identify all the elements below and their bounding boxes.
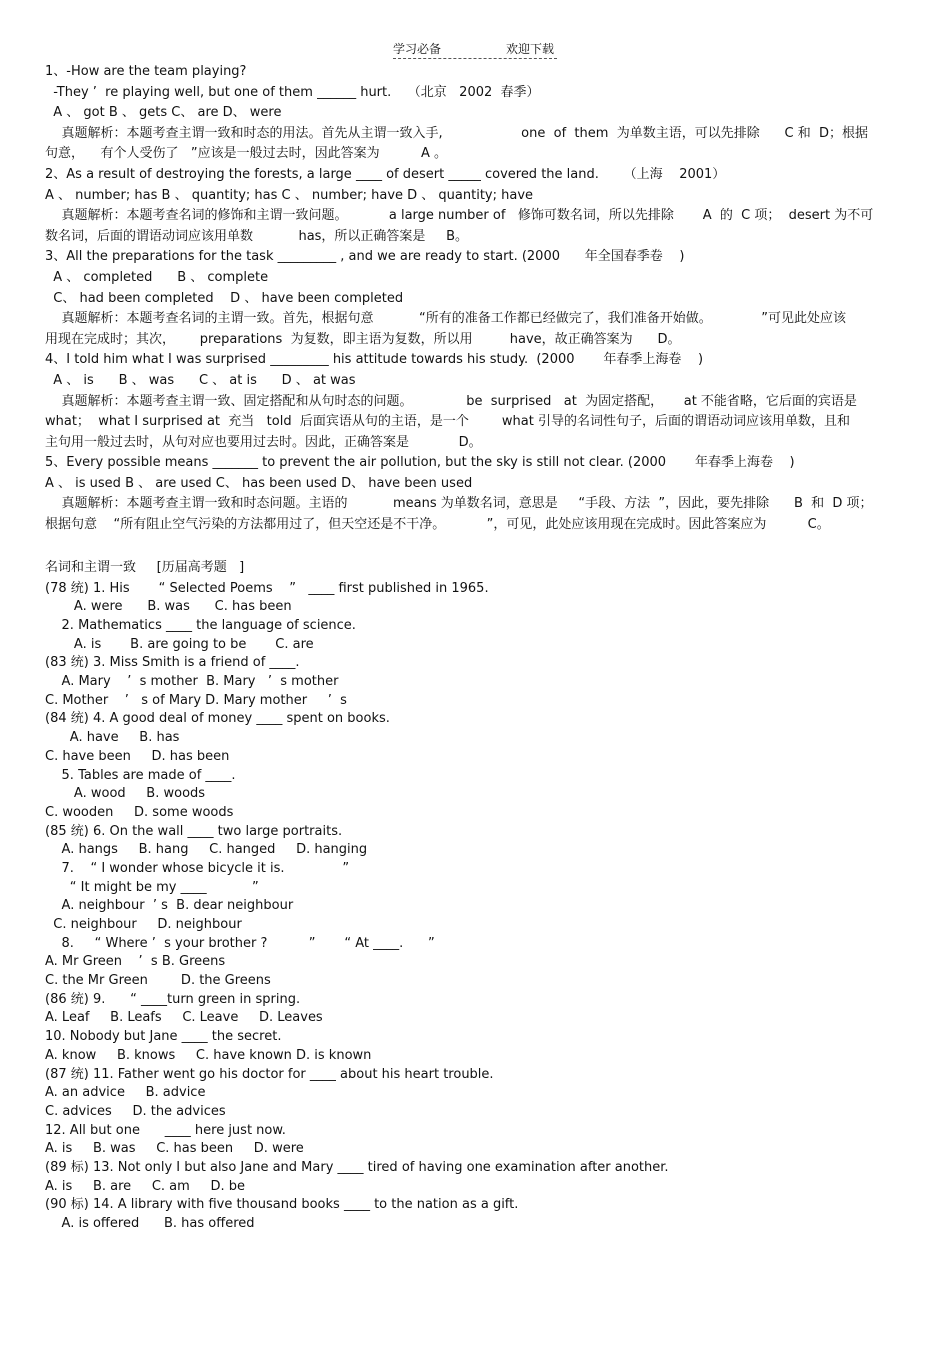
- text-line: 5、Every possible means _______ to prevent the air pollution, but the sky is still not clear. (2000 年春季上海卷 ): [45, 455, 795, 471]
- text-line: 10. Nobody but Jane ____ the secret.: [45, 1029, 282, 1045]
- header-left-text: 学习必备: [393, 42, 442, 56]
- exam-questions-section: [45, 62, 903, 536]
- text-line: (89 标) 13. Not only I but also Jane and Mary ____ tired of having one examination after another.: [45, 1159, 669, 1175]
- text-line: A 、 number; has B 、 quantity; has C 、 number; have D 、 quantity; have: [45, 187, 534, 203]
- past-exam-questions-section: [45, 580, 903, 1234]
- text-line: 7. “ I wonder whose bicycle it is. ”: [45, 860, 350, 876]
- text-line: 真题解析：本题考查主谓一致、固定搭配和从句时态的问题。 be surprised at 为固定搭配， at 不能省略，它后面的宾语是: [45, 393, 857, 409]
- text-line: 12. All but one ____ here just now.: [45, 1122, 286, 1138]
- text-line: 真题解析：本题考查名词的主谓一致。首先，根据句意 “所有的准备工作都已经做完了，我们准备开始做。 ”可见此处应该: [45, 311, 847, 327]
- text-line: A. hangs B. hang C. hanged D. hanging: [45, 842, 368, 858]
- text-line: A. is B. was C. has been D. were: [45, 1141, 304, 1157]
- text-line: (87 统) 11. Father went go his doctor for ____ about his heart trouble.: [45, 1066, 494, 1082]
- text-line: 5. Tables are made of ____.: [45, 767, 236, 783]
- text-line: A 、 is B 、 was C 、 at is D 、 at was: [45, 372, 356, 388]
- text-line: A. were B. was C. has been: [45, 599, 292, 615]
- text-line: A. wood B. woods: [45, 786, 206, 802]
- section-spacer: [45, 536, 903, 556]
- document-body: [45, 62, 903, 1234]
- text-line: 句意， 有个人受伤了 ”应该是一般过去时，因此答案为 A 。: [45, 146, 448, 162]
- text-line: 真题解析：本题考查主谓一致和时态问题。主语的 means 为单数名词，意思是 “手段、方法 ”，因此，要先排除 B 和 D 项；: [45, 496, 873, 512]
- text-line: C. have been D. has been: [45, 748, 230, 764]
- text-line: A 、 completed B 、 complete: [45, 269, 269, 285]
- text-line: 真题解析：本题考查主谓一致和时态的用法。首先从主谓一致入手, one of them 为单数主语，可以先排除 C 和 D；根据: [45, 125, 868, 141]
- text-line: 2、As a result of destroying the forests, a large ____ of desert _____ covered the land. （上海 2001）: [45, 166, 726, 182]
- page-header: [393, 40, 557, 59]
- text-line: A 、 got B 、 gets C、 are D、 were: [45, 105, 282, 121]
- text-line: C. wooden D. some woods: [45, 804, 234, 820]
- text-line: C、 had been completed D 、 have been completed: [45, 290, 404, 306]
- text-line: A 、 is used B 、 are used C、 has been used D、 have been used: [45, 475, 473, 491]
- text-line: 主句用一般过去时，从句对应也要用过去时。因此，正确答案是 D。: [45, 434, 482, 450]
- text-line: C. Mother ’ s of Mary D. Mary mother ’ s: [45, 692, 347, 708]
- text-line: 8. “ Where ’ s your brother ? ” “ At ____. ”: [45, 935, 435, 951]
- section-title: 名词和主谓一致 [历届高考题 ]: [45, 559, 245, 575]
- text-line: -They ’ re playing well, but one of them ______ hurt. （北京 2002 春季）: [45, 84, 540, 100]
- text-line: 数名词，后面的谓语动词应该用单数 has，所以正确答案是 B。: [45, 228, 469, 244]
- text-line: A. neighbour ’ s B. dear neighbour: [45, 898, 294, 914]
- text-line: A. is B. are C. am D. be: [45, 1178, 246, 1194]
- text-line: A. is B. are going to be C. are: [45, 636, 314, 652]
- text-line: 4、I told him what I was surprised _________ his attitude towards his study. (2000 年春季上海卷 ): [45, 352, 704, 368]
- text-line: A. is offered B. has offered: [45, 1216, 255, 1232]
- text-line: C. the Mr Green D. the Greens: [45, 973, 271, 989]
- text-line: (86 统) 9. “ ____turn green in spring.: [45, 991, 301, 1007]
- text-line: “ It might be my ____ ”: [45, 879, 259, 895]
- text-line: A. Leaf B. Leafs C. Leave D. Leaves: [45, 1010, 323, 1026]
- text-line: (83 统) 3. Miss Smith is a friend of ____.: [45, 655, 300, 671]
- text-line: (85 统) 6. On the wall ____ two large portraits.: [45, 823, 343, 839]
- text-line: (84 统) 4. A good deal of money ____ spent on books.: [45, 711, 390, 727]
- header-right-text: 欢迎下载: [506, 42, 555, 56]
- text-line: 用现在完成时；其次， preparations 为复数，即主语为复数，所以用 have，故正确答案为 D。: [45, 331, 681, 347]
- text-line: 根据句意 “所有阻止空气污染的方法都用过了，但天空还是不干净。 ”，可见，此处应该用现在完成时。因此答案应为 C。: [45, 517, 830, 533]
- text-line: A. know B. knows C. have known D. is known: [45, 1047, 372, 1063]
- text-line: 3、All the preparations for the task _________ , and we are ready to start. (2000 年全国春季卷 ): [45, 249, 685, 265]
- text-line: 1、-How are the team playing?: [45, 64, 247, 79]
- text-line: A. Mr Green ’ s B. Greens: [45, 954, 226, 970]
- text-line: (78 统) 1. His “ Selected Poems ” ____ first published in 1965.: [45, 580, 489, 596]
- text-line: C. neighbour D. neighbour: [45, 917, 242, 933]
- text-line: (90 标) 14. A library with five thousand books ____ to the nation as a gift.: [45, 1197, 519, 1213]
- text-line: A. Mary ’ s mother B. Mary ’ s mother: [45, 674, 339, 690]
- text-line: what； what I surprised at 充当 told 后面宾语从句的主语，是一个 what 引导的名词性句子，后面的谓语动词应该用单数，且和: [45, 414, 850, 430]
- text-line: 2. Mathematics ____ the language of science.: [45, 618, 356, 634]
- text-line: A. have B. has: [45, 730, 180, 746]
- text-line: 真题解析：本题考查名词的修饰和主谓一致问题。 a large number of 修饰可数名词，所以先排除 A 的 C 项； desert 为不可: [45, 208, 874, 224]
- text-line: C. advices D. the advices: [45, 1103, 226, 1119]
- text-line: A. an advice B. advice: [45, 1085, 206, 1101]
